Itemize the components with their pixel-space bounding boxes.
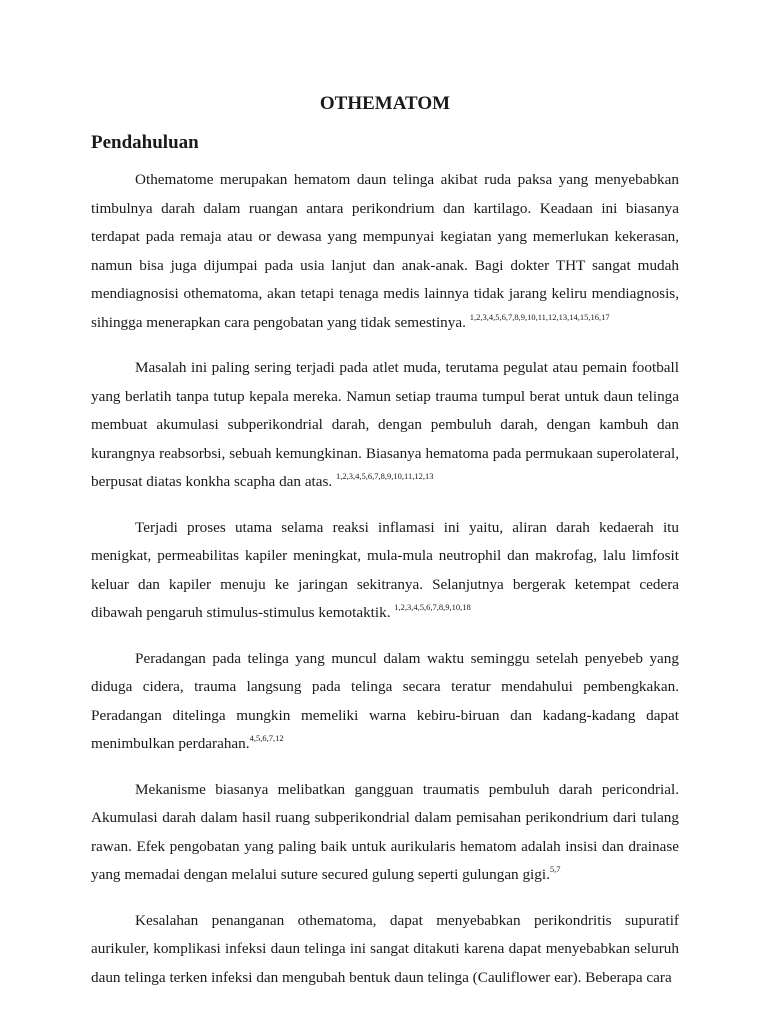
section-heading: Pendahuluan: [91, 132, 199, 153]
paragraph: [91, 166, 679, 337]
citation-refs: 1,2,3,4,5,6,7,8,9,10,11,12,13,14,15,16,17: [469, 311, 610, 322]
paragraph-text: Mekanisme biasanya melibatkan gangguan traumatis pembuluh darah pericondrial. Akumulasi darah dalam hasil ruang subperikondrial dalam pemisahan perikondrium dari tulang rawan. Efek pengobatan yang paling baik untuk aurikularis hematom adalah insisi dan drainase yang memadai dengan melalui suture secured gulung seperti gulungan gigi.: [91, 780, 679, 883]
document-title: OTHEMATOM: [319, 93, 451, 114]
paragraph: [91, 907, 679, 993]
paragraph: [91, 354, 679, 497]
citation-refs: 4,5,6,7,12: [249, 733, 284, 743]
citation-refs: 1,2,3,4,5,6,7,8,9,10,11,12,13: [336, 471, 434, 481]
paragraph: [91, 645, 679, 759]
paragraph: [91, 514, 679, 628]
paragraph-text: Terjadi proses utama selama reaksi inflamasi ini yaitu, aliran darah kedaerah itu menigkat, permeabilitas kapiler meningkat, mula-mula neutrophil dan makrofag, lalu limfosit keluar dan kapiler menuju ke jaringan sekitranya. Selanjutnya bergerak ketempat cedera dibawah pengaruh stimulus-stimulus kemotaktik.: [91, 518, 679, 621]
body-text: [91, 166, 679, 1009]
citation-refs: 1,2,3,4,5,6,7,8,9,10,18: [394, 602, 471, 612]
paragraph: [91, 776, 679, 890]
paragraph-text: Kesalahan penanganan othematoma, dapat menyebabkan perikondritis supuratif aurikuler, komplikasi infeksi daun telinga ini sangat ditakuti karena dapat menyebabkan seluruh daun telinga terken infeksi dan mengubah bentuk daun telinga (Cauliflower ear). Beberapa cara: [91, 911, 679, 986]
paragraph-text: Masalah ini paling sering terjadi pada atlet muda, terutama pegulat atau pemain football yang berlatih tanpa tutup kepala mereka. Namun setiap trauma tumpul berat untuk daun telinga membuat akumulasi subperikondrial darah, dengan pembuluh darah, dengan kambuh dan kurangnya reabsorbsi, sebuah kemungkinan. Biasanya hematoma pada permukaan superolateral, berpusat diatas konkha scapha dan atas.: [91, 359, 679, 490]
paragraph-text: Peradangan pada telinga yang muncul dalam waktu seminggu setelah penyebeb yang diduga cidera, trauma langsung pada telinga secara teratur mendahului pembengkakan. Peradangan ditelinga mungkin memeliki warna kebiru-biruan dan kadang-kadang dapat menimbulkan perdarahan.: [91, 649, 679, 752]
paragraph-text: Othematome merupakan hematom daun telinga akibat ruda paksa yang menyebabkan timbulnya darah dalam ruangan antara perikondrium dan kartilago. Keadaan ini biasanya terdapat pada remaja atau or dewasa yang mempunyai kegiatan yang memerlukan kekerasan, namun bisa juga dijumpai pada usia lanjut dan anak-anak. Bagi dokter THT sangat mudah mendiagnosisi othematoma, akan tetapi tenaga medis lainnya tidak jarang keliru mendiagnosis, sihingga menerapkan cara pengobatan yang tidak semestinya.: [91, 171, 679, 331]
citation-refs: 5,7: [549, 864, 561, 874]
